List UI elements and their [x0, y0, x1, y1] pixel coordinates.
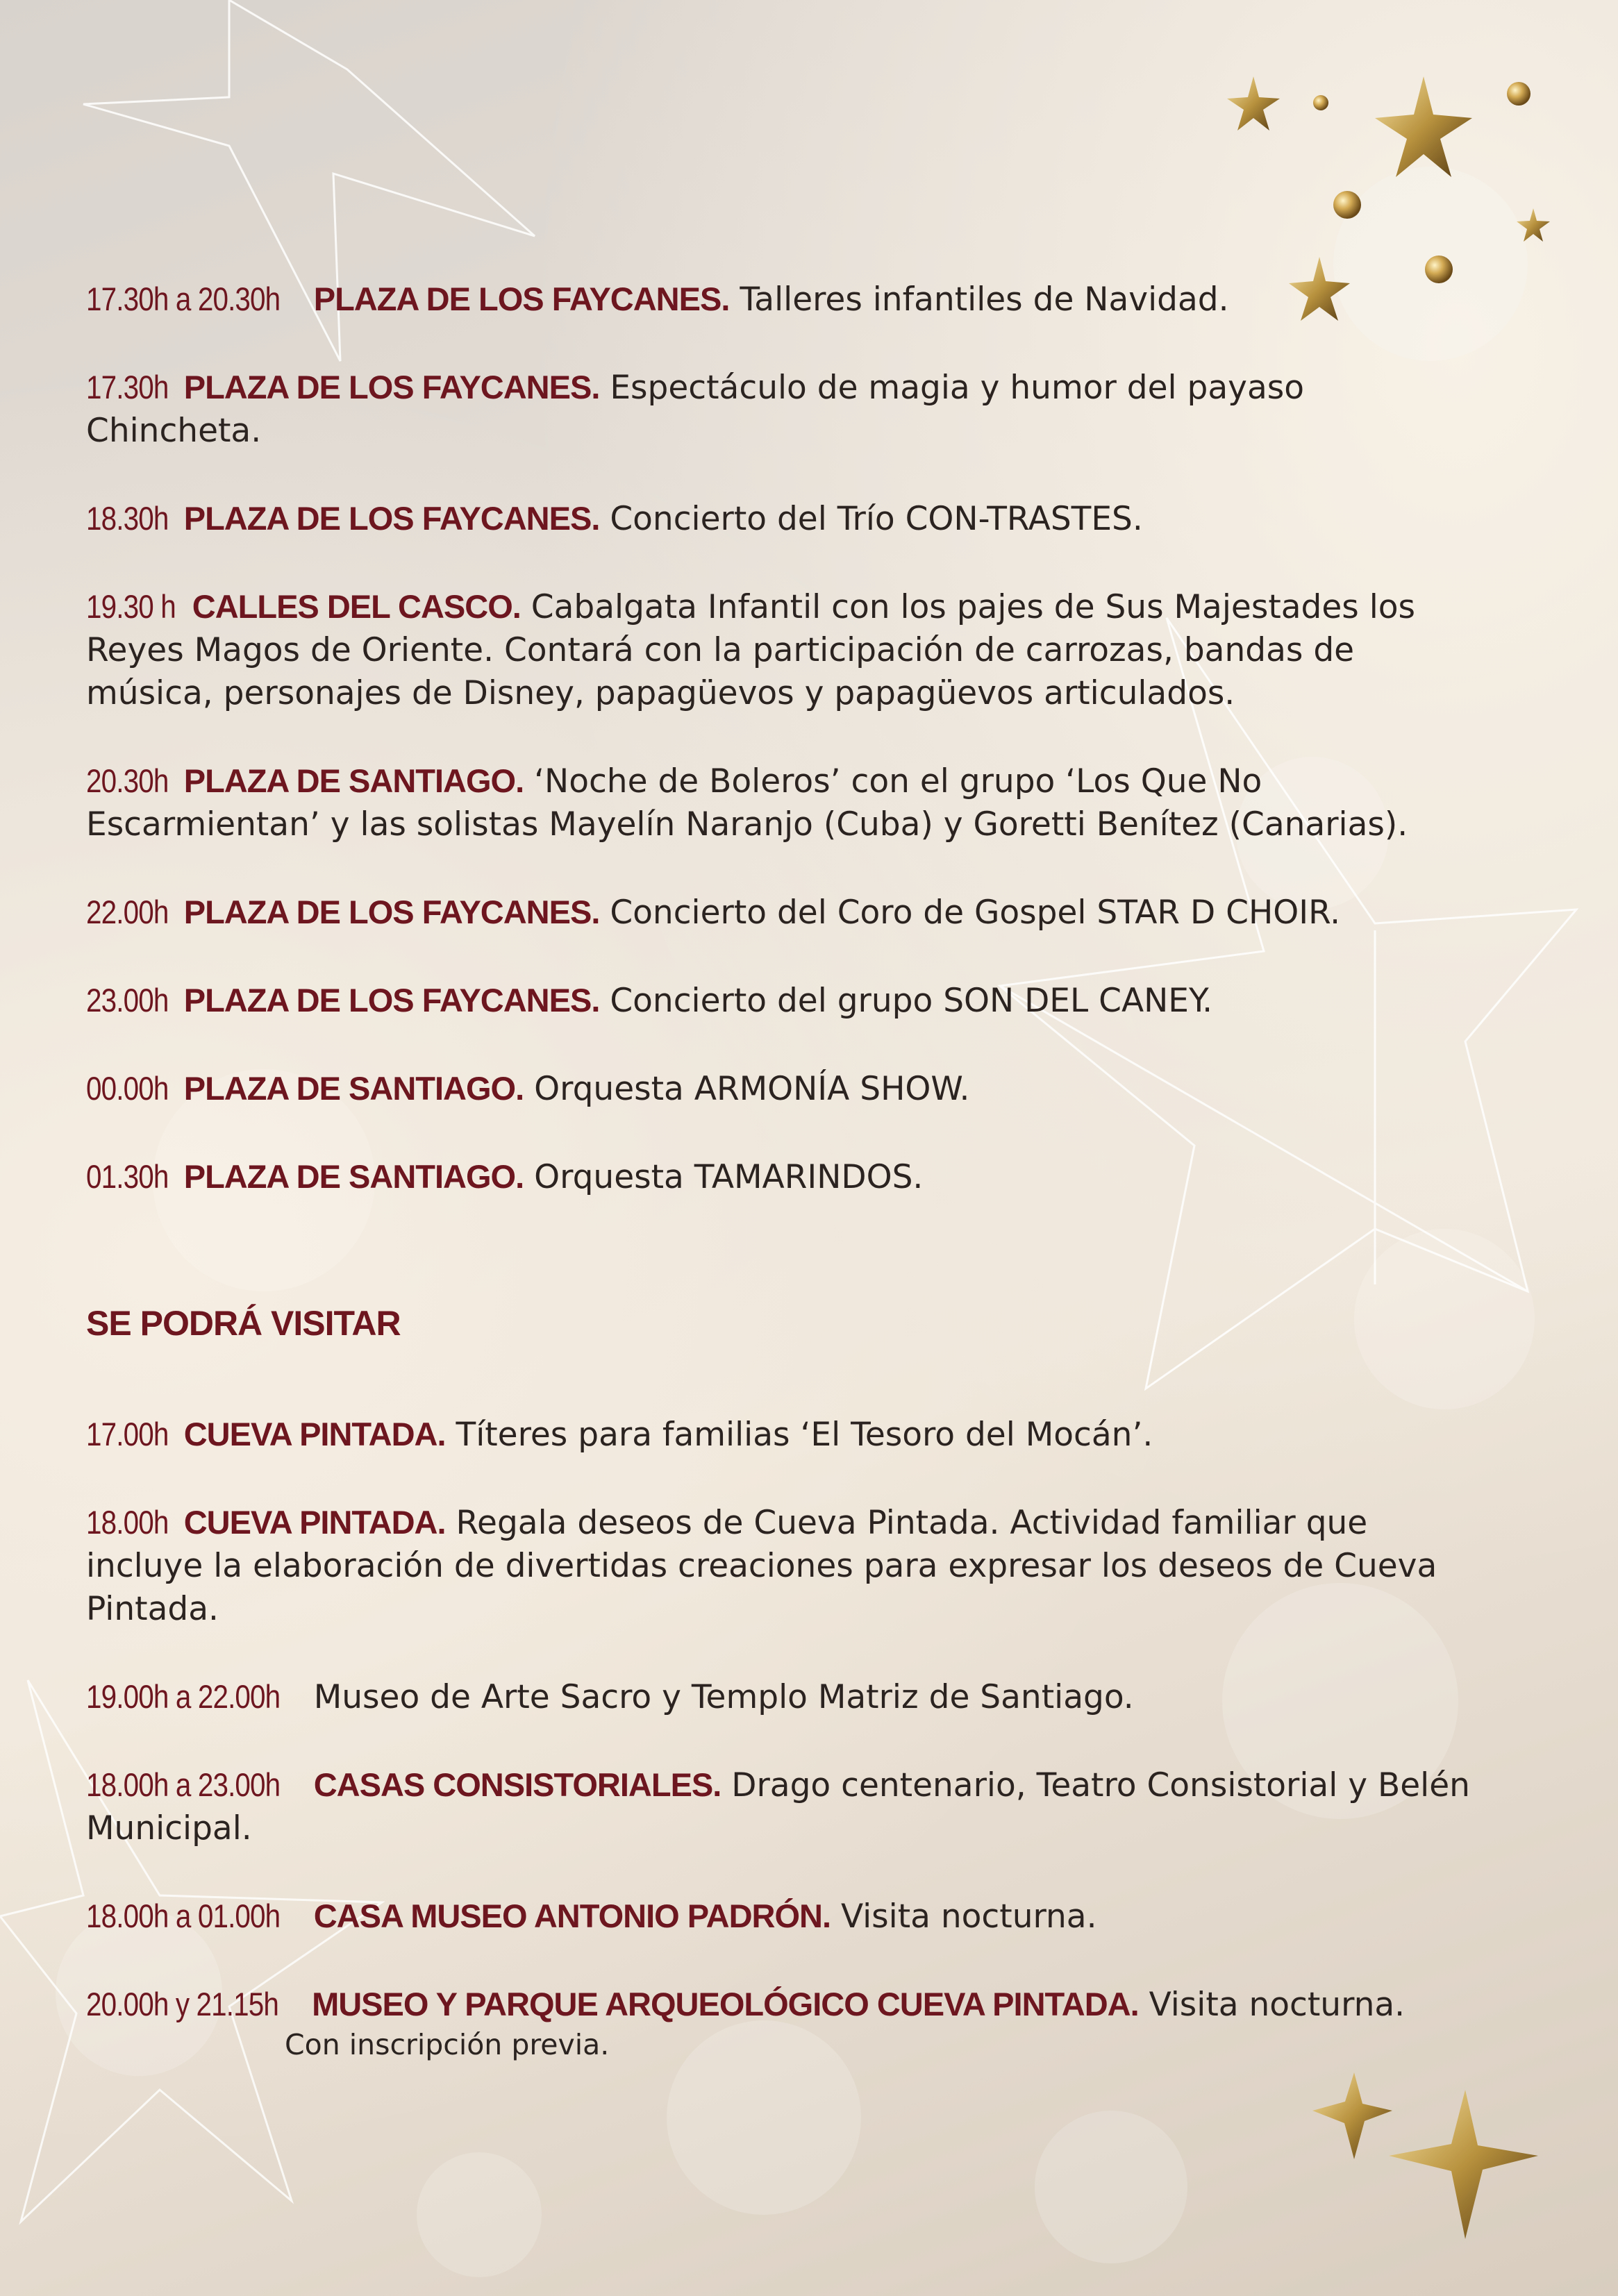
visit-entry — [86, 1895, 1489, 1938]
entry-place: CUEVA PINTADA. — [183, 1504, 446, 1541]
entry-place: PLAZA DE LOS FAYCANES. — [183, 894, 600, 930]
section-title-visits: SE PODRÁ VISITAR — [86, 1304, 401, 1343]
visit-entry — [86, 1413, 1489, 1457]
entry-place: PLAZA DE LOS FAYCANES. — [313, 280, 730, 317]
entry-description: Talleres infantiles de Navidad. — [740, 280, 1229, 319]
entry-time: 17.00h — [86, 1416, 169, 1452]
entry-description: Títeres para familias ‘El Tesoro del Mocán’. — [456, 1416, 1153, 1454]
entry-time: 18.30h — [86, 500, 169, 537]
events-list — [86, 278, 1489, 1199]
entry-place: CALLES DEL CASCO. — [192, 588, 521, 625]
entry-time: 17.30h a 20.30h — [86, 280, 281, 317]
visit-entry — [86, 1763, 1489, 1850]
entry-place: CASAS CONSISTORIALES. — [313, 1766, 722, 1803]
entry-description: Drago centenario, Teatro Consistorial y Belén Municipal. — [86, 1766, 1470, 1847]
entry-time: 20.00h y 21.15h — [86, 1986, 279, 2022]
visits-list — [86, 1413, 1489, 2063]
entry-time: 22.00h — [86, 894, 169, 930]
entry-description: Museo de Arte Sacro y Templo Matriz de Santiago. — [313, 1678, 1134, 1716]
entry-description: Visita nocturna. — [841, 1897, 1097, 1936]
entry-place: PLAZA DE LOS FAYCANES. — [183, 500, 600, 537]
entry-time: 19.00h a 22.00h — [86, 1678, 281, 1715]
entry-place: PLAZA DE LOS FAYCANES. — [183, 982, 600, 1019]
entry-description: Espectáculo de magia y humor del payaso Chincheta. — [86, 369, 1305, 450]
entry-time: 00.00h — [86, 1070, 169, 1107]
entry-place: CASA MUSEO ANTONIO PADRÓN. — [313, 1897, 831, 1934]
entry-description: Visita nocturna. — [1149, 1986, 1406, 2024]
entry-description: Concierto del grupo SON DEL CANEY. — [610, 982, 1213, 1020]
entry-time: 23.00h — [86, 982, 169, 1019]
visit-entry — [86, 1983, 1489, 2063]
entry-place: PLAZA DE LOS FAYCANES. — [183, 369, 600, 405]
event-entry — [86, 760, 1489, 846]
event-entry — [86, 891, 1489, 935]
event-entry — [86, 585, 1489, 715]
entry-place: PLAZA DE SANTIAGO. — [183, 1070, 524, 1107]
entry-time: 01.30h — [86, 1158, 169, 1195]
entry-description: Orquesta ARMONÍA SHOW. — [534, 1070, 970, 1108]
entry-description: Orquesta TAMARINDOS. — [534, 1158, 924, 1196]
entry-description: Regala deseos de Cueva Pintada. Actividad familiar que incluye la elaboración de divertidas creaciones para expresar los deseos de Cueva Pintada. — [86, 1504, 1437, 1628]
entry-note: Con inscripción previa. — [285, 2028, 610, 2061]
event-entry — [86, 366, 1489, 453]
entry-place: PLAZA DE SANTIAGO. — [183, 1158, 524, 1195]
entry-description: Concierto del Trío CON-TRASTES. — [610, 500, 1143, 538]
entry-time: 19.30 h — [86, 588, 176, 625]
entry-place: MUSEO Y PARQUE ARQUEOLÓGICO CUEVA PINTADA. — [312, 1986, 1139, 2022]
entry-time: 18.00h a 23.00h — [86, 1766, 281, 1803]
entry-place: PLAZA DE SANTIAGO. — [183, 762, 524, 799]
event-entry — [86, 979, 1489, 1023]
entry-time: 18.00h — [86, 1504, 169, 1541]
entry-time: 20.30h — [86, 762, 169, 799]
entry-description: Concierto del Coro de Gospel STAR D CHOIR. — [610, 894, 1341, 932]
visit-entry — [86, 1675, 1489, 1719]
event-entry — [86, 1155, 1489, 1199]
entry-description: Cabalgata Infantil con los pajes de Sus Majestades los Reyes Magos de Oriente. Contará con la participación de carrozas, bandas de música, personajes de Disney, papagüevos y papagüevos articulados. — [86, 588, 1416, 712]
visit-entry — [86, 1501, 1489, 1631]
event-entry — [86, 278, 1489, 321]
program-content — [86, 278, 1489, 2107]
event-entry — [86, 1067, 1489, 1111]
event-entry — [86, 497, 1489, 541]
entry-time: 17.30h — [86, 369, 169, 405]
entry-time: 18.00h a 01.00h — [86, 1897, 281, 1934]
entry-place: CUEVA PINTADA. — [183, 1416, 446, 1452]
entry-description: ‘Noche de Boleros’ con el grupo ‘Los Que No Escarmientan’ y las solistas Mayelín Naranjo (Cuba) y Goretti Benítez (Canarias). — [86, 762, 1408, 844]
